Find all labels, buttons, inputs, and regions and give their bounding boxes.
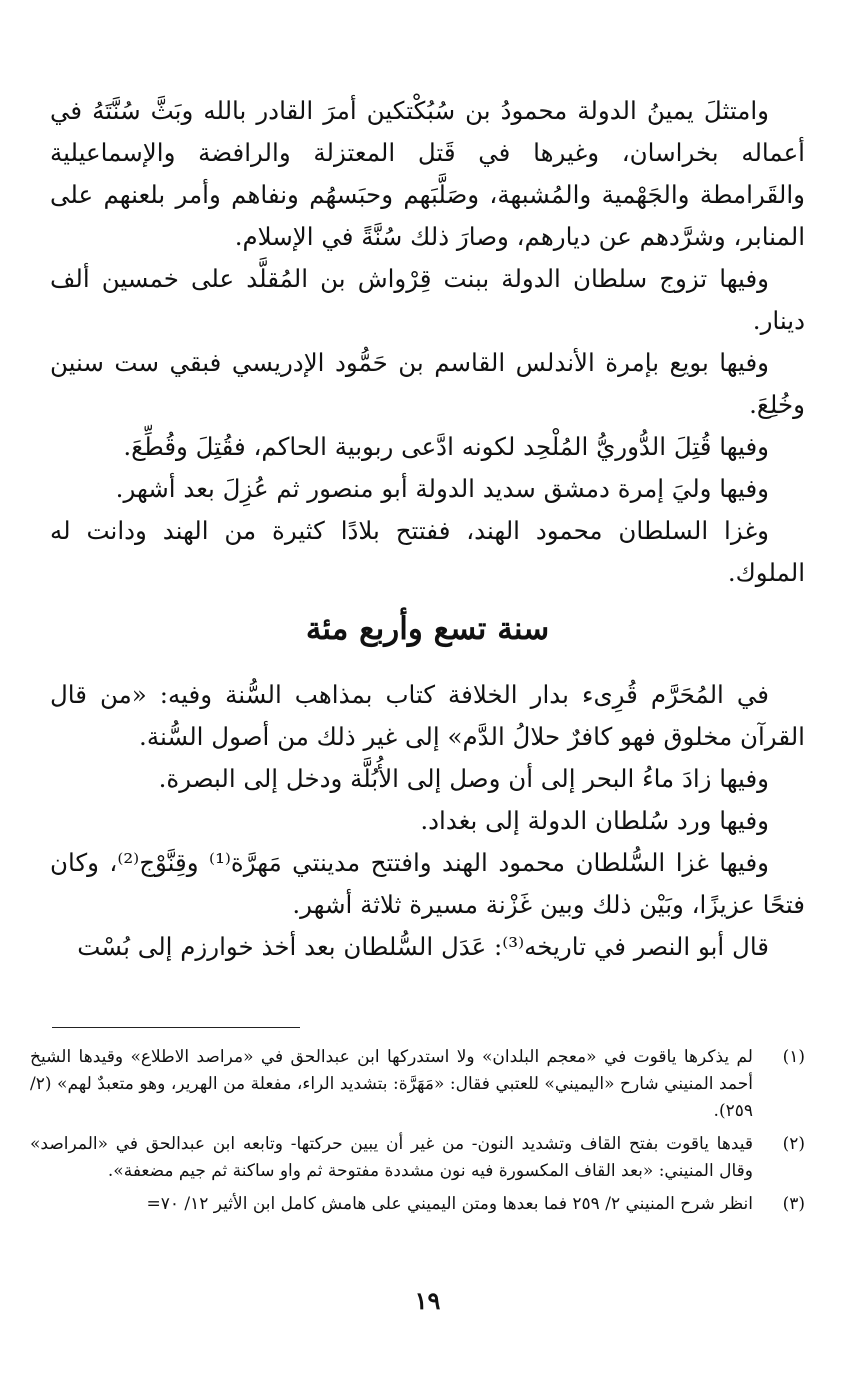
paragraph: وفيها تزوج سلطان الدولة ببنت قِرْواش بن المُقلَّد على خمسين ألف دينار. — [50, 264, 805, 335]
footnote-text: لم يذكرها ياقوت في «معجم البلدان» ولا استدركها ابن عبدالحق في «مراصد الاطلاع» وقيدها الشيخ أحمد المنيني شارح «اليميني» للعتبي فقال: «مَهَرَّة: بتشديد الراء، مفعلة من الهرير، وهو متعبدٌ لهم» (٢/ ٢٥٩). — [30, 1047, 753, 1121]
paragraph: وفيها بويع بإمرة الأندلس القاسم بن حَمُّود الإدريسي فبقي ست سنين وخُلِعَ. — [50, 348, 805, 419]
main-text — [50, 90, 805, 968]
footnote-text: قيدها ياقوت بفتح القاف وتشديد النون- من غير أن يبين حركتها- وتابعه ابن عبدالحق في «المراصد» وقال المنيني: «بعد القاف المكسورة فيه نون مشددة مفتوحة ثم واو ساكنة ثم جيم مضعفة». — [30, 1134, 753, 1181]
footnote-number: (١) — [782, 1047, 805, 1067]
paragraph: قال أبو النصر في تاريخه⁽³⁾: عَدَل السُّلطان بعد أخذ خوارزم إلى بُسْت — [77, 932, 769, 961]
paragraph: في المُحَرَّم قُرِىء بدار الخلافة كتاب بمذاهب السُّنة وفيه: «من قال القرآن مخلوق فهو كافرٌ حلالُ الدَّم» إلى غير ذلك من أصول السُّنة. — [50, 680, 805, 751]
footnote — [30, 1131, 805, 1185]
paragraph: وفيها قُتِلَ الدُّوريُّ المُلْحِد لكونه ادَّعى ربوبية الحاكم، فقُتِلَ وقُطِّعَ. — [123, 432, 769, 461]
section-heading: سنة تسع وأربع مئة — [305, 611, 550, 647]
footnote — [30, 1044, 805, 1125]
footnote-number: (٢) — [782, 1134, 805, 1154]
paragraph: وفيها غزا السُّلطان محمود الهند وافتتح مدينتي مَهرَّة⁽¹⁾ وقِنَّوْج⁽²⁾، وكان فتحًا عزيزًا، وبَيْن ذلك وبين غَزْنة مسيرة ثلاثة أشهر. — [50, 848, 805, 919]
footnotes — [30, 1044, 805, 1224]
paragraph: وفيها زادَ ماءُ البحر إلى أن وصل إلى الأُبُلَّة ودخل إلى البصرة. — [158, 764, 769, 793]
page-number: ١٩ — [414, 1286, 441, 1315]
footnote-text: انظر شرح المنيني ٢/ ٢٥٩ فما بعدها ومتن اليميني على هامش كامل ابن الأثير ١٢/ ٧٠= — [146, 1194, 753, 1214]
paragraph: وفيها ورد سُلطان الدولة إلى بغداد. — [420, 806, 769, 835]
paragraph: وفيها وليَ إمرة دمشق سديد الدولة أبو منصور ثم عُزِلَ بعد أشهر. — [115, 474, 769, 503]
paragraph: وغزا السلطان محمود الهند، ففتتح بلادًا كثيرة من الهند ودانت له الملوك. — [50, 516, 805, 587]
footnote — [30, 1191, 805, 1218]
footnote-divider — [52, 1027, 300, 1028]
footnote-number: (٣) — [782, 1194, 805, 1214]
paragraph: وامتثلَ يمينُ الدولة محمودُ بن سُبُكْتكين أمرَ القادر بالله وبَثَّ سُنَّتَهُ في أعماله بخراسان، وغيرها في قَتل المعتزلة والرافضة والإسماعيلية والقَرامطة والجَهْمية والمُشبهة، وصَلَّبَهم وحبَسهُم ونفاهم وأمر بلعنهم على المنابر، وشرَّدهم عن ديارهم، وصارَ ذلك سُنَّةً في الإسلام. — [50, 96, 805, 251]
